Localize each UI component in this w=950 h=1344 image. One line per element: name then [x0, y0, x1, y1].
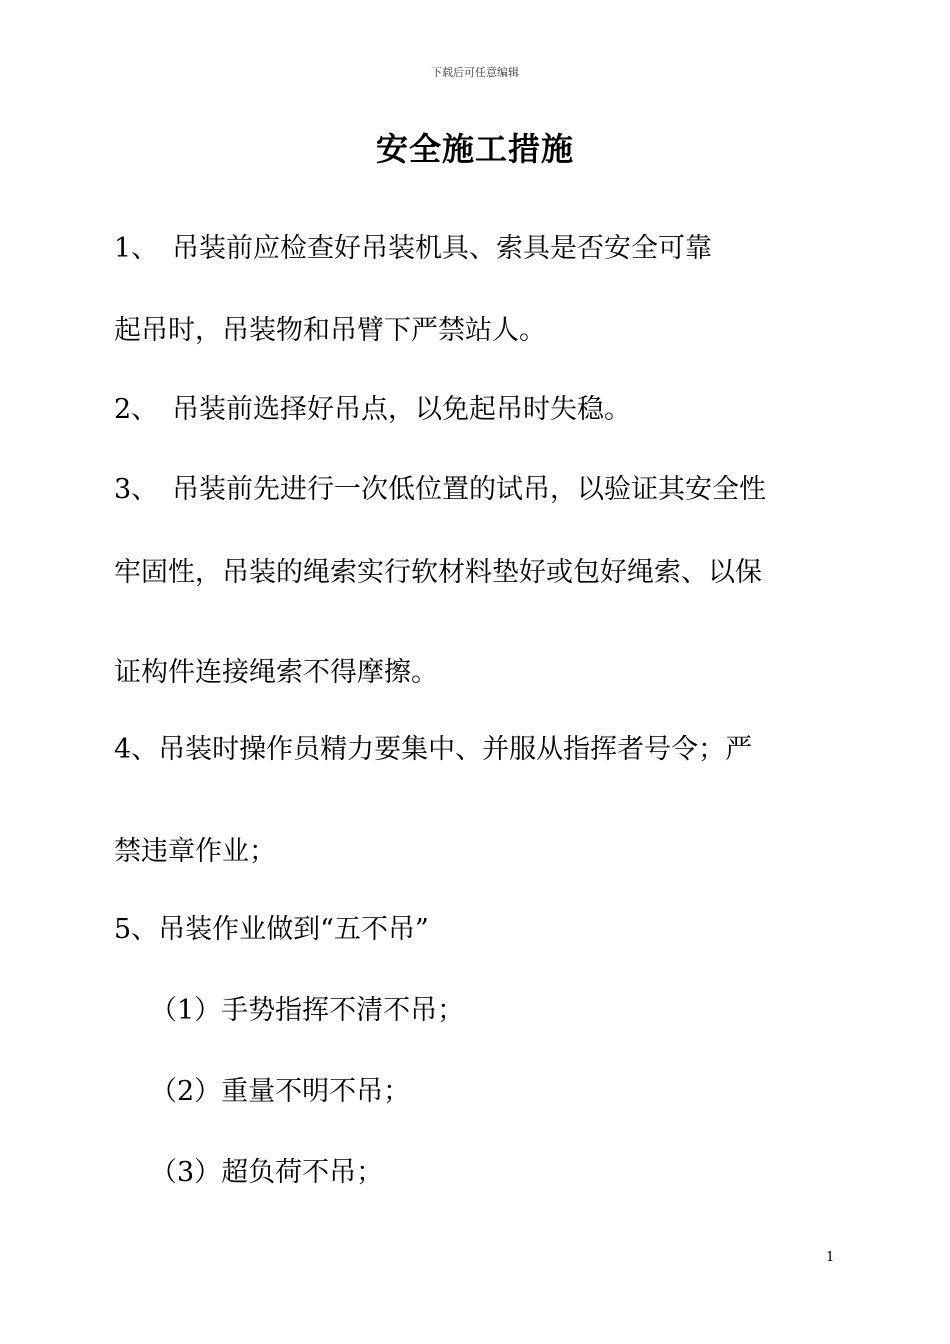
list-item-4: 4、吊装时操作员精力要集中、并服从指挥者号令；严 [114, 734, 753, 765]
list-item-number: 1、 [114, 233, 159, 264]
document-title: 安全施工措施 [375, 130, 574, 168]
list-item-number: 2、 [114, 394, 159, 425]
sub-item-2: （2）重量不明不吊； [150, 1076, 411, 1107]
list-item-3 [114, 472, 766, 508]
page-number: 1 [826, 1250, 835, 1265]
list-item-5: 5、吊装作业做到“五不吊” [114, 914, 429, 945]
list-item-text: 吊装前应检查好吊装机具、索具是否安全可靠 [172, 233, 712, 264]
list-item-2 [114, 392, 631, 428]
list-item-text: 吊装前选择好吊点，以免起吊时失稳。 [172, 394, 631, 425]
sub-item-1: （1）手势指挥不清不吊； [150, 995, 465, 1026]
list-item-4-continuation: 禁违章作业； [114, 836, 276, 867]
list-item-1-continuation: 起吊时，吊装物和吊臂下严禁站人。 [114, 315, 546, 346]
list-item-1 [114, 231, 712, 267]
page-header: 下载后可任意编辑 [431, 66, 519, 79]
list-item-3-continuation-2: 证构件连接绳索不得摩擦。 [114, 657, 438, 688]
list-item-text: 吊装前先进行一次低位置的试吊，以验证其安全性 [172, 474, 766, 505]
sub-item-3: （3）超负荷不吊； [150, 1157, 384, 1188]
list-item-3-continuation: 牢固性，吊装的绳索实行软材料垫好或包好绳索、以保 [114, 557, 762, 588]
list-item-number: 3、 [114, 474, 159, 505]
